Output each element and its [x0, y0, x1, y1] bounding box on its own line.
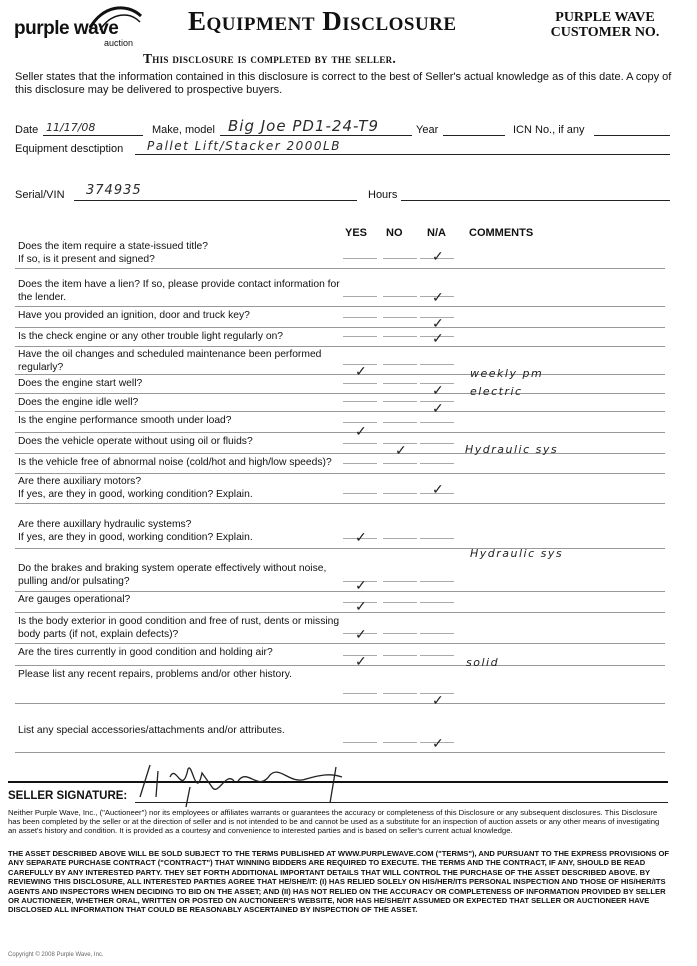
checkmark-icon: ✓ [432, 382, 444, 398]
checkmark-icon: ✓ [432, 692, 444, 708]
column-header-yes: YES [345, 227, 368, 239]
question-text: Does the item have a lien? If so, please provide contact information for the lender. [18, 279, 340, 303]
question-text: Are the tires currently in good condition and holding air? [18, 647, 273, 658]
question-row-divider [15, 612, 665, 613]
serial-vin-label: Serial/VIN [15, 189, 65, 201]
equipment-description-field[interactable]: Pallet Lift/Stacker 2000LB [147, 139, 341, 153]
checkmark-icon: ✓ [432, 248, 444, 264]
answer-cell-yes[interactable] [343, 296, 377, 297]
seller-statement: Seller states that the information contained in this disclosure is correct to the best of Seller's actual knowledge as of this date. A copy of this disclosure may be delivered to prospective buyers. [15, 71, 672, 96]
question-text: List any special accessories/attachments and/or attributes. [18, 725, 285, 736]
answer-cell-no[interactable] [383, 364, 417, 365]
question-row-divider [15, 503, 665, 504]
answer-cell-no[interactable] [383, 383, 417, 384]
comment-field[interactable]: Hydraulic sys [465, 443, 559, 456]
make-model-field[interactable]: Big Joe PD1-24-T9 [228, 117, 380, 135]
checkmark-icon: ✓ [355, 626, 367, 642]
answer-cell-no[interactable] [383, 693, 417, 694]
checkmark-icon: ✓ [355, 423, 367, 439]
checkmark-icon: ✓ [355, 577, 367, 593]
question-text: Have the oil changes and scheduled maintenance been performed regularly? [18, 349, 322, 373]
question-text: Is the check engine or any other trouble light regularly on? [18, 331, 284, 342]
question-row-divider [15, 374, 665, 375]
answer-cell-na[interactable] [420, 602, 454, 603]
answer-cell-no[interactable] [383, 493, 417, 494]
question-text: Does the item require a state-issued title? If so, is it present and signed? [18, 241, 209, 265]
answer-cell-no[interactable] [383, 633, 417, 634]
checkmark-icon: ✓ [432, 330, 444, 346]
date-field[interactable]: 11/17/08 [46, 121, 96, 134]
answer-cell-yes[interactable] [343, 317, 377, 318]
checkmark-icon: ✓ [355, 598, 367, 614]
answer-cell-yes[interactable] [343, 493, 377, 494]
comment-field[interactable]: solid [466, 656, 500, 669]
question-text: Is the body exterior in good condition and free of rust, dents or missing body parts (if not, explain defects)? [18, 616, 340, 640]
checkmark-icon: ✓ [395, 442, 407, 458]
answer-cell-no[interactable] [383, 463, 417, 464]
answer-cell-no[interactable] [383, 422, 417, 423]
question-text: Does the vehicle operate without using oil or fluids? [18, 436, 253, 447]
checkmark-icon: ✓ [355, 653, 367, 669]
answer-cell-na[interactable] [420, 655, 454, 656]
question-row-divider [15, 665, 665, 666]
question-row-divider [15, 327, 665, 328]
answer-cell-no[interactable] [383, 258, 417, 259]
answer-cell-na[interactable] [420, 443, 454, 444]
checkmark-icon: ✓ [432, 735, 444, 751]
checkmark-icon: ✓ [432, 289, 444, 305]
question-row-divider [15, 393, 665, 394]
question-row-divider [15, 548, 665, 549]
answer-cell-na[interactable] [420, 422, 454, 423]
question-row-divider [15, 411, 665, 412]
question-text: Are there auxillary hydraulic systems? If yes, are they in good, working condition? Explain. [18, 519, 253, 543]
question-text: Is the engine performance smooth under load? [18, 415, 232, 426]
column-header-na: N/A [427, 227, 446, 239]
equipment-description-line [135, 154, 670, 155]
answer-cell-yes[interactable] [343, 443, 377, 444]
question-row-divider [15, 752, 665, 753]
page-title: Equipment Disclosure [188, 6, 457, 36]
question-row-divider [15, 432, 665, 433]
comment-field[interactable]: Hydraulic sys [470, 547, 564, 560]
question-row-divider [15, 268, 665, 269]
year-field[interactable] [443, 135, 505, 136]
column-header-no: NO [386, 227, 403, 239]
answer-cell-yes[interactable] [343, 693, 377, 694]
question-text: Please list any recent repairs, problems and/or other history. [18, 669, 292, 680]
logo-subtext: auction [104, 38, 134, 48]
answer-cell-no[interactable] [383, 336, 417, 337]
make-model-line [220, 135, 412, 136]
answer-cell-na[interactable] [420, 581, 454, 582]
answer-cell-no[interactable] [383, 317, 417, 318]
icn-label: ICN No., if any [513, 124, 585, 136]
answer-cell-na[interactable] [420, 538, 454, 539]
answer-cell-no[interactable] [383, 538, 417, 539]
question-text: Does the engine idle well? [18, 397, 139, 408]
answer-cell-no[interactable] [383, 401, 417, 402]
comment-field[interactable]: weekly pm [470, 367, 544, 380]
answer-cell-no[interactable] [383, 655, 417, 656]
question-row-divider [15, 473, 665, 474]
equipment-description-label: Equipment desc​tiption [15, 143, 124, 155]
question-row-divider [15, 453, 665, 454]
seller-signature-label: SELLER SIGNATURE: [8, 790, 128, 802]
signature-line [135, 802, 668, 803]
date-line [43, 135, 143, 136]
hours-label: Hours [368, 189, 398, 201]
comment-field[interactable]: electric [470, 385, 523, 398]
answer-cell-yes[interactable] [343, 463, 377, 464]
date-label: Date [15, 124, 39, 136]
question-row-divider [15, 643, 665, 644]
serial-vin-line [74, 200, 357, 201]
checkmark-icon: ✓ [432, 481, 444, 497]
answer-cell-na[interactable] [420, 463, 454, 464]
question-row-divider [15, 703, 665, 704]
logo-text: purple wave [14, 18, 119, 39]
question-text: Have you provided an ignition, door and truck key? [18, 310, 250, 321]
page-subtitle: This disclosure is completed by the seller. [143, 51, 397, 66]
question-row-divider [15, 591, 665, 592]
question-text: Does the engine start well? [18, 378, 143, 389]
copyright-text: Copyright © 2008 Purple Wave, Inc. [8, 952, 104, 958]
answer-cell-no[interactable] [383, 602, 417, 603]
serial-vin-field[interactable]: 374935 [86, 183, 142, 198]
answer-cell-na[interactable] [420, 633, 454, 634]
answer-cell-yes[interactable] [343, 336, 377, 337]
question-text: Do the brakes and braking system operate effectively without noise, pulling and/or pulsating? [18, 563, 327, 587]
answer-cell-no[interactable] [383, 296, 417, 297]
icn-field[interactable] [594, 135, 670, 136]
question-text: Are there auxiliary motors? If yes, are they in good, working condition? Explain. [18, 476, 253, 500]
answer-cell-yes[interactable] [343, 383, 377, 384]
answer-cell-no[interactable] [383, 742, 417, 743]
hours-field[interactable] [401, 200, 670, 201]
question-text: Is the vehicle free of abnormal noise (cold/hot and high/low speeds)? [18, 457, 332, 468]
disclaimer-text: Neither Purple Wave, Inc., ("Auctioneer") nor its employees or affiliates warrants or guarantees the accuracy or completeness of this Disclosure or any subsequent disclosures. This Disclosure has been completed by the seller or at the direction of seller and is not intended to be and cannot be used as a substitute for an inspection of auction assets or any other means of investigating an asset's history and condition. It is provided as a courtesy and convenience to interested parties and is based on seller's current actual knowledge. [8, 808, 660, 835]
answer-cell-na[interactable] [420, 364, 454, 365]
checkmark-icon: ✓ [355, 363, 367, 379]
question-text: Are gauges operational? [18, 594, 131, 605]
question-row-divider [15, 346, 665, 347]
checkmark-icon: ✓ [432, 315, 444, 331]
answer-cell-yes[interactable] [343, 258, 377, 259]
answer-cell-no[interactable] [383, 581, 417, 582]
answer-cell-yes[interactable] [343, 401, 377, 402]
make-model-label: Make, model [152, 124, 215, 136]
legal-terms-text: THE ASSET DESCRIBED ABOVE WILL BE SOLD SUBJECT TO THE TERMS PUBLISHED AT WWW.PURPLEWAVE.COM ("TERMS"), AND PURSUANT TO THE EXPRESS PROVISIONS OF ANY SEPARATE PURCHASE CONTRACT ("CONTRACT") THAT WINNING BIDDERS ARE REQUIRED TO EXECUTE. THE TERMS AND THE CONTRACT, IF ANY, SHOULD BE READ CAREFULLY BY ANY INTERESTED PARTY. THEY SET FORTH ADDITIONAL IMPORTANT DETAILS THAT WILL CONTROL THE PURCHASE OF THE ASSET DESCRIBED ABOVE. BY REVIEWING THIS DISCLOSURE, ALL INTERESTED PARTIES AGREE THAT HE/SHE/IT: (I) HAS RELIED SOLELY ON HIS/HER/ITS PERSONAL INSPECTION AND THOSE OF HIS/HER/ITS AGENTS AND INSPECTORS WHEN DECIDING TO BID ON THE ASSET; AND (II) HAS NOT RELIED ON THE ACCURACY OR COMPLETENESS OF INFORMATION PROVIDED BY SELLER OR AUCTIONEER, WHETHER ORAL, WRITTEN OR POSTED ON AUCTIONEER'S WEBSITE, NOR HAS HE/SHE/IT ASSUMED OR EXPECTED THAT SELLER OR AUCTIONEER HAVE DISCLOSED ALL INFORMATION THAT COULD BE REASONABLY ASCERTAINED BY INSPECTION OF THE ASSET. [8, 849, 670, 915]
checkmark-icon: ✓ [355, 529, 367, 545]
answer-cell-yes[interactable] [343, 742, 377, 743]
column-header-comments: COMMENTS [469, 227, 534, 239]
customer-number-label: PURPLE WAVE CUSTOMER NO. [550, 10, 660, 40]
question-row-divider [15, 306, 665, 307]
year-label: Year [416, 124, 439, 136]
checkmark-icon: ✓ [432, 400, 444, 416]
